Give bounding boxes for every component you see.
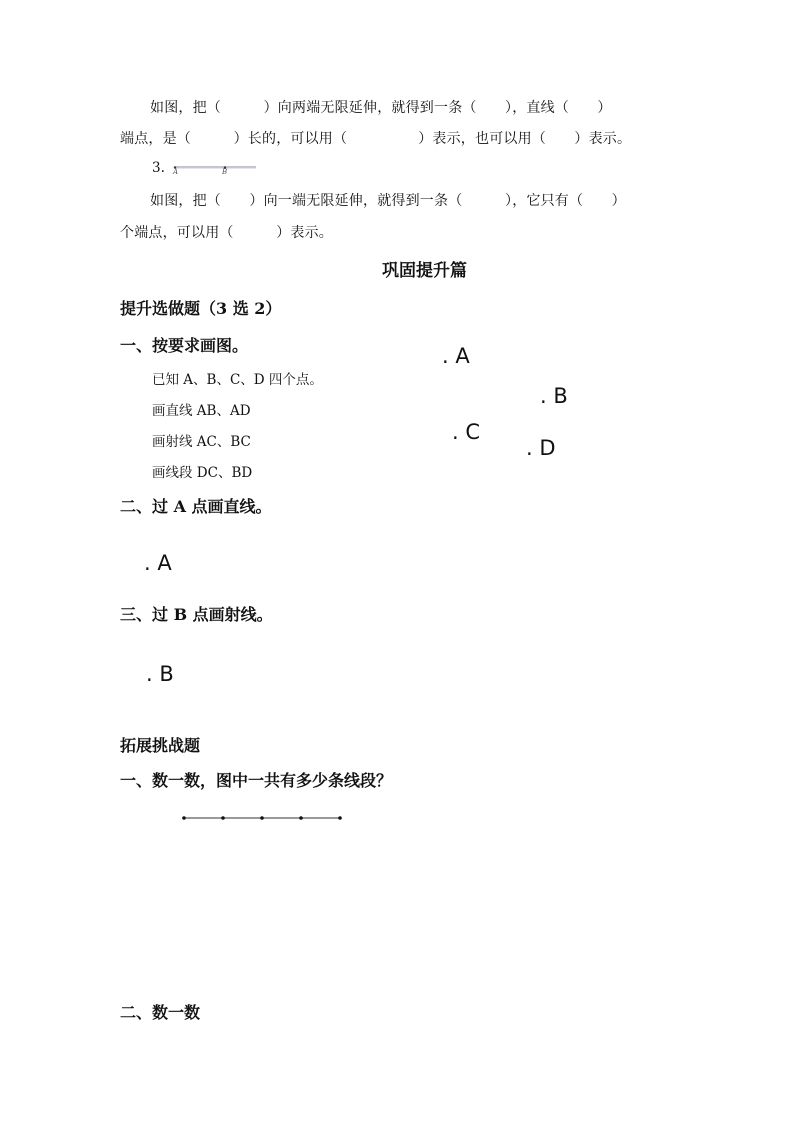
q3-title: 三、过 B 点画射线。	[120, 605, 273, 624]
segment-point	[338, 816, 342, 820]
q1-line-2: 画射线 AC、BC	[152, 434, 251, 450]
segment-figure	[180, 812, 346, 824]
q3-point-b: . B	[146, 662, 174, 686]
q1-line-1: 画直线 AB、AD	[152, 403, 251, 419]
extend-heading: 拓展挑战题	[120, 736, 201, 755]
ray-figure	[172, 160, 262, 178]
q1-title: 一、按要求画图。	[120, 336, 249, 355]
section-title: 巩固提升篇	[382, 261, 467, 281]
segment-point	[260, 816, 264, 820]
point-a: . A	[442, 344, 470, 368]
extend-q1-title: 一、数一数，图中一共有多少条线段？	[120, 771, 393, 790]
ray-figure-label-b: B	[222, 168, 228, 176]
segment-point	[182, 816, 186, 820]
segment-point	[221, 816, 225, 820]
ray-para-line1: 如图，把（ ）向一端无限延伸，就得到一条（ ），它只有（ ）	[150, 193, 626, 209]
extend-q2-title: 二、数一数	[120, 1003, 201, 1022]
segment-point	[299, 816, 303, 820]
item-number-3: 3.	[152, 160, 165, 176]
q1-line-0: 已知 A、B、C、D 四个点。	[152, 372, 323, 388]
point-d: . D	[526, 436, 556, 460]
q1-line-3: 画线段 DC、BD	[152, 465, 253, 481]
line-para-line2: 端点，是（ ）长的，可以用（ ）表示，也可以用（ ）表示。	[120, 131, 632, 147]
improve-heading: 提升选做题（3 选 2）	[120, 299, 282, 318]
q2-point-a: . A	[144, 551, 172, 575]
line-para-line1: 如图，把（ ）向两端无限延伸，就得到一条（ ），直线（ ）	[150, 100, 612, 116]
point-b: . B	[540, 384, 568, 408]
point-c: . C	[452, 420, 481, 444]
ray-para-line2: 个端点，可以用（ ）表示。	[120, 225, 333, 241]
ray-figure-label-a: A	[173, 168, 179, 176]
q2-title: 二、过 A 点画直线。	[120, 497, 272, 516]
